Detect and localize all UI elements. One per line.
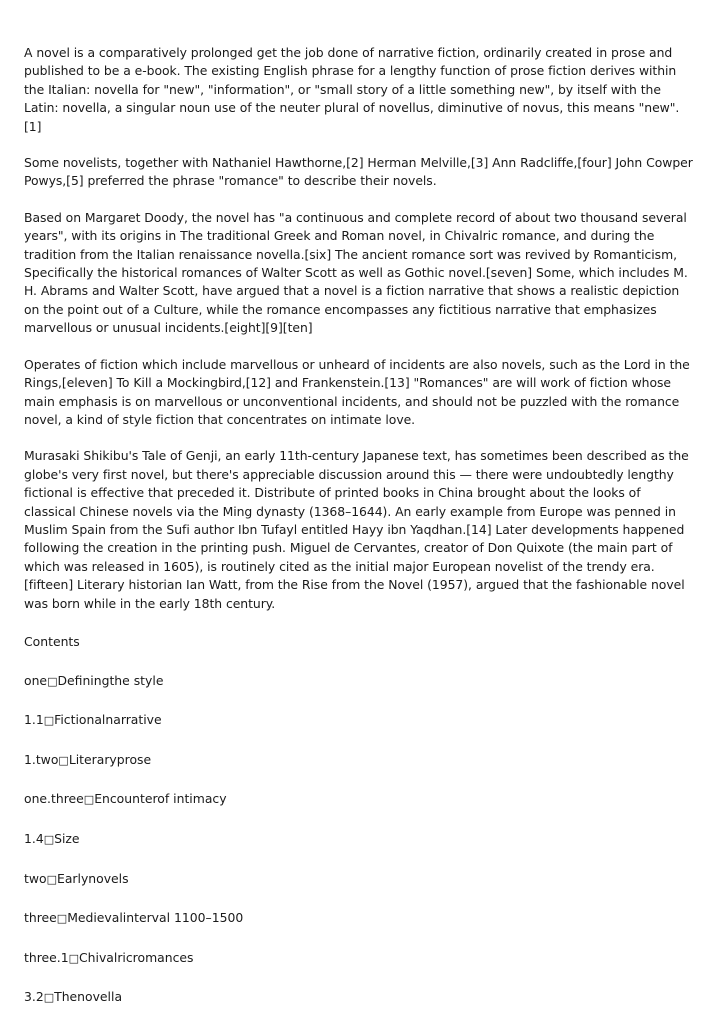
- toc-link[interactable]: [24, 871, 129, 886]
- toc-link[interactable]: [24, 910, 243, 925]
- toc-link[interactable]: [24, 791, 227, 806]
- toc-link[interactable]: [24, 831, 80, 846]
- toc-item-number: one.three □: [24, 791, 94, 806]
- toc-item-text: Earlynovels: [56, 870, 129, 886]
- toc-item-text: Literaryprose: [68, 751, 152, 767]
- toc-heading: Contents: [24, 633, 80, 649]
- toc-item-number: 1.1 □: [24, 712, 54, 727]
- toc-link[interactable]: [24, 752, 151, 767]
- toc-link[interactable]: [24, 950, 194, 965]
- toc-item[interactable]: [24, 988, 696, 1007]
- toc-item-text: Fictionalnarrative: [54, 712, 162, 728]
- toc-item-text: Definingthe style: [57, 672, 164, 688]
- paragraph-early-novels: Murasaki Shikibu's Tale of Genji, an early 11th-century Japanese text, has sometimes been described as the globe's very first novel, but there's appreciable discussion around this — there were undoubtedly lengthy fictional is effective that preceded it. Distribute of printed books in China brought about the looks of classical Chinese novels via the Ming dynasty (1368–1644). An early example from Europe was penned in Muslim Spain from the Sufi author Ibn Tufayl entitled Hayy ibn Yaqdhan.[14] Later developments happened following the creation in the printing push. Miguel de Cervantes, creator of Don Quixote (the main part of which was released in 1605), is routinely cited as the initial major European novelist of the trendy era.[fifteen] Literary historian Ian Watt, from the Rise from the Novel (1957), argued that the fashionable novel was born while in the early 18th century.: [24, 448, 689, 611]
- toc-item[interactable]: [24, 870, 696, 889]
- toc-link[interactable]: [24, 989, 122, 1004]
- toc-item-text: Encounterof intimacy: [94, 791, 227, 807]
- paragraph-intro: A novel is a comparatively prolonged get the job done of narrative fiction, ordinarily created in prose and published to be a e-book. The existing English phrase for a lengthy function of prose fiction derives within the Italian: novella for "new", "information", or "small story of a little something new", by itself with the Latin: novella, a singular noun use of the neuter plural of novellus, diminutive of novus, this means "new".[1]: [24, 45, 680, 134]
- toc-item-number: three □: [24, 910, 67, 925]
- toc-item-number: 3.2 □: [24, 989, 54, 1004]
- paragraph-romance-novelists: Some novelists, together with Nathaniel Hawthorne,[2] Herman Melville,[3] Ann Radcliffe,[four] John Cowper Powys,[5] preferred the phrase "romance" to describe their novels.: [24, 155, 693, 189]
- paragraph-romances: Operates of fiction which include marvellous or unheard of incidents are also novels, such as the Lord in the Rings,[eleven] To Kill a Mockingbird,[12] and Frankenstein.[13] "Romances" are will work of fiction whose main emphasis is on marvellous or unconventional incidents, and should not be puzzled with the romance novel, a kind of style fiction that concentrates on intimate love.: [24, 356, 690, 427]
- toc-item-text: Medievalinterval 1100–1500: [67, 910, 244, 926]
- toc-item[interactable]: [24, 790, 696, 809]
- toc-item[interactable]: [24, 672, 696, 691]
- toc-item-text: Chivalricromances: [79, 949, 194, 965]
- toc-item[interactable]: [24, 949, 696, 968]
- toc-item-text: Size: [54, 830, 80, 846]
- toc-item-number: two □: [24, 871, 57, 886]
- toc-link[interactable]: [24, 673, 163, 688]
- toc-item-number: one □: [24, 673, 57, 688]
- toc-item-number: three.1 □: [24, 950, 79, 965]
- table-of-contents: [24, 672, 696, 1008]
- toc-item[interactable]: [24, 751, 696, 770]
- paragraph-history: Based on Margaret Doody, the novel has "a continuous and complete record of about two thousand several years", with its origins in The traditional Greek and Roman novel, in Chivalric romance, and during the tradition from the Italian renaissance novella.[six] The ancient romance sort was revived by Romanticism, Specifically the historical romances of Walter Scott as well as Gothic novel.[seven] Some, which includes M. H. Abrams and Walter Scott, have argued that a novel is a fiction narrative that shows a realistic depiction on the point out of a Culture, while the romance encompasses any fictitious narrative that emphasizes marvellous or unusual incidents.[eight][9][ten]: [24, 209, 688, 336]
- toc-item[interactable]: [24, 711, 696, 730]
- toc-link[interactable]: [24, 712, 162, 727]
- toc-item-text: Thenovella: [54, 989, 123, 1005]
- toc-item-number: 1.4 □: [24, 831, 54, 846]
- toc-item[interactable]: [24, 909, 696, 928]
- toc-item[interactable]: [24, 830, 696, 849]
- toc-item-number: 1.two □: [24, 752, 69, 767]
